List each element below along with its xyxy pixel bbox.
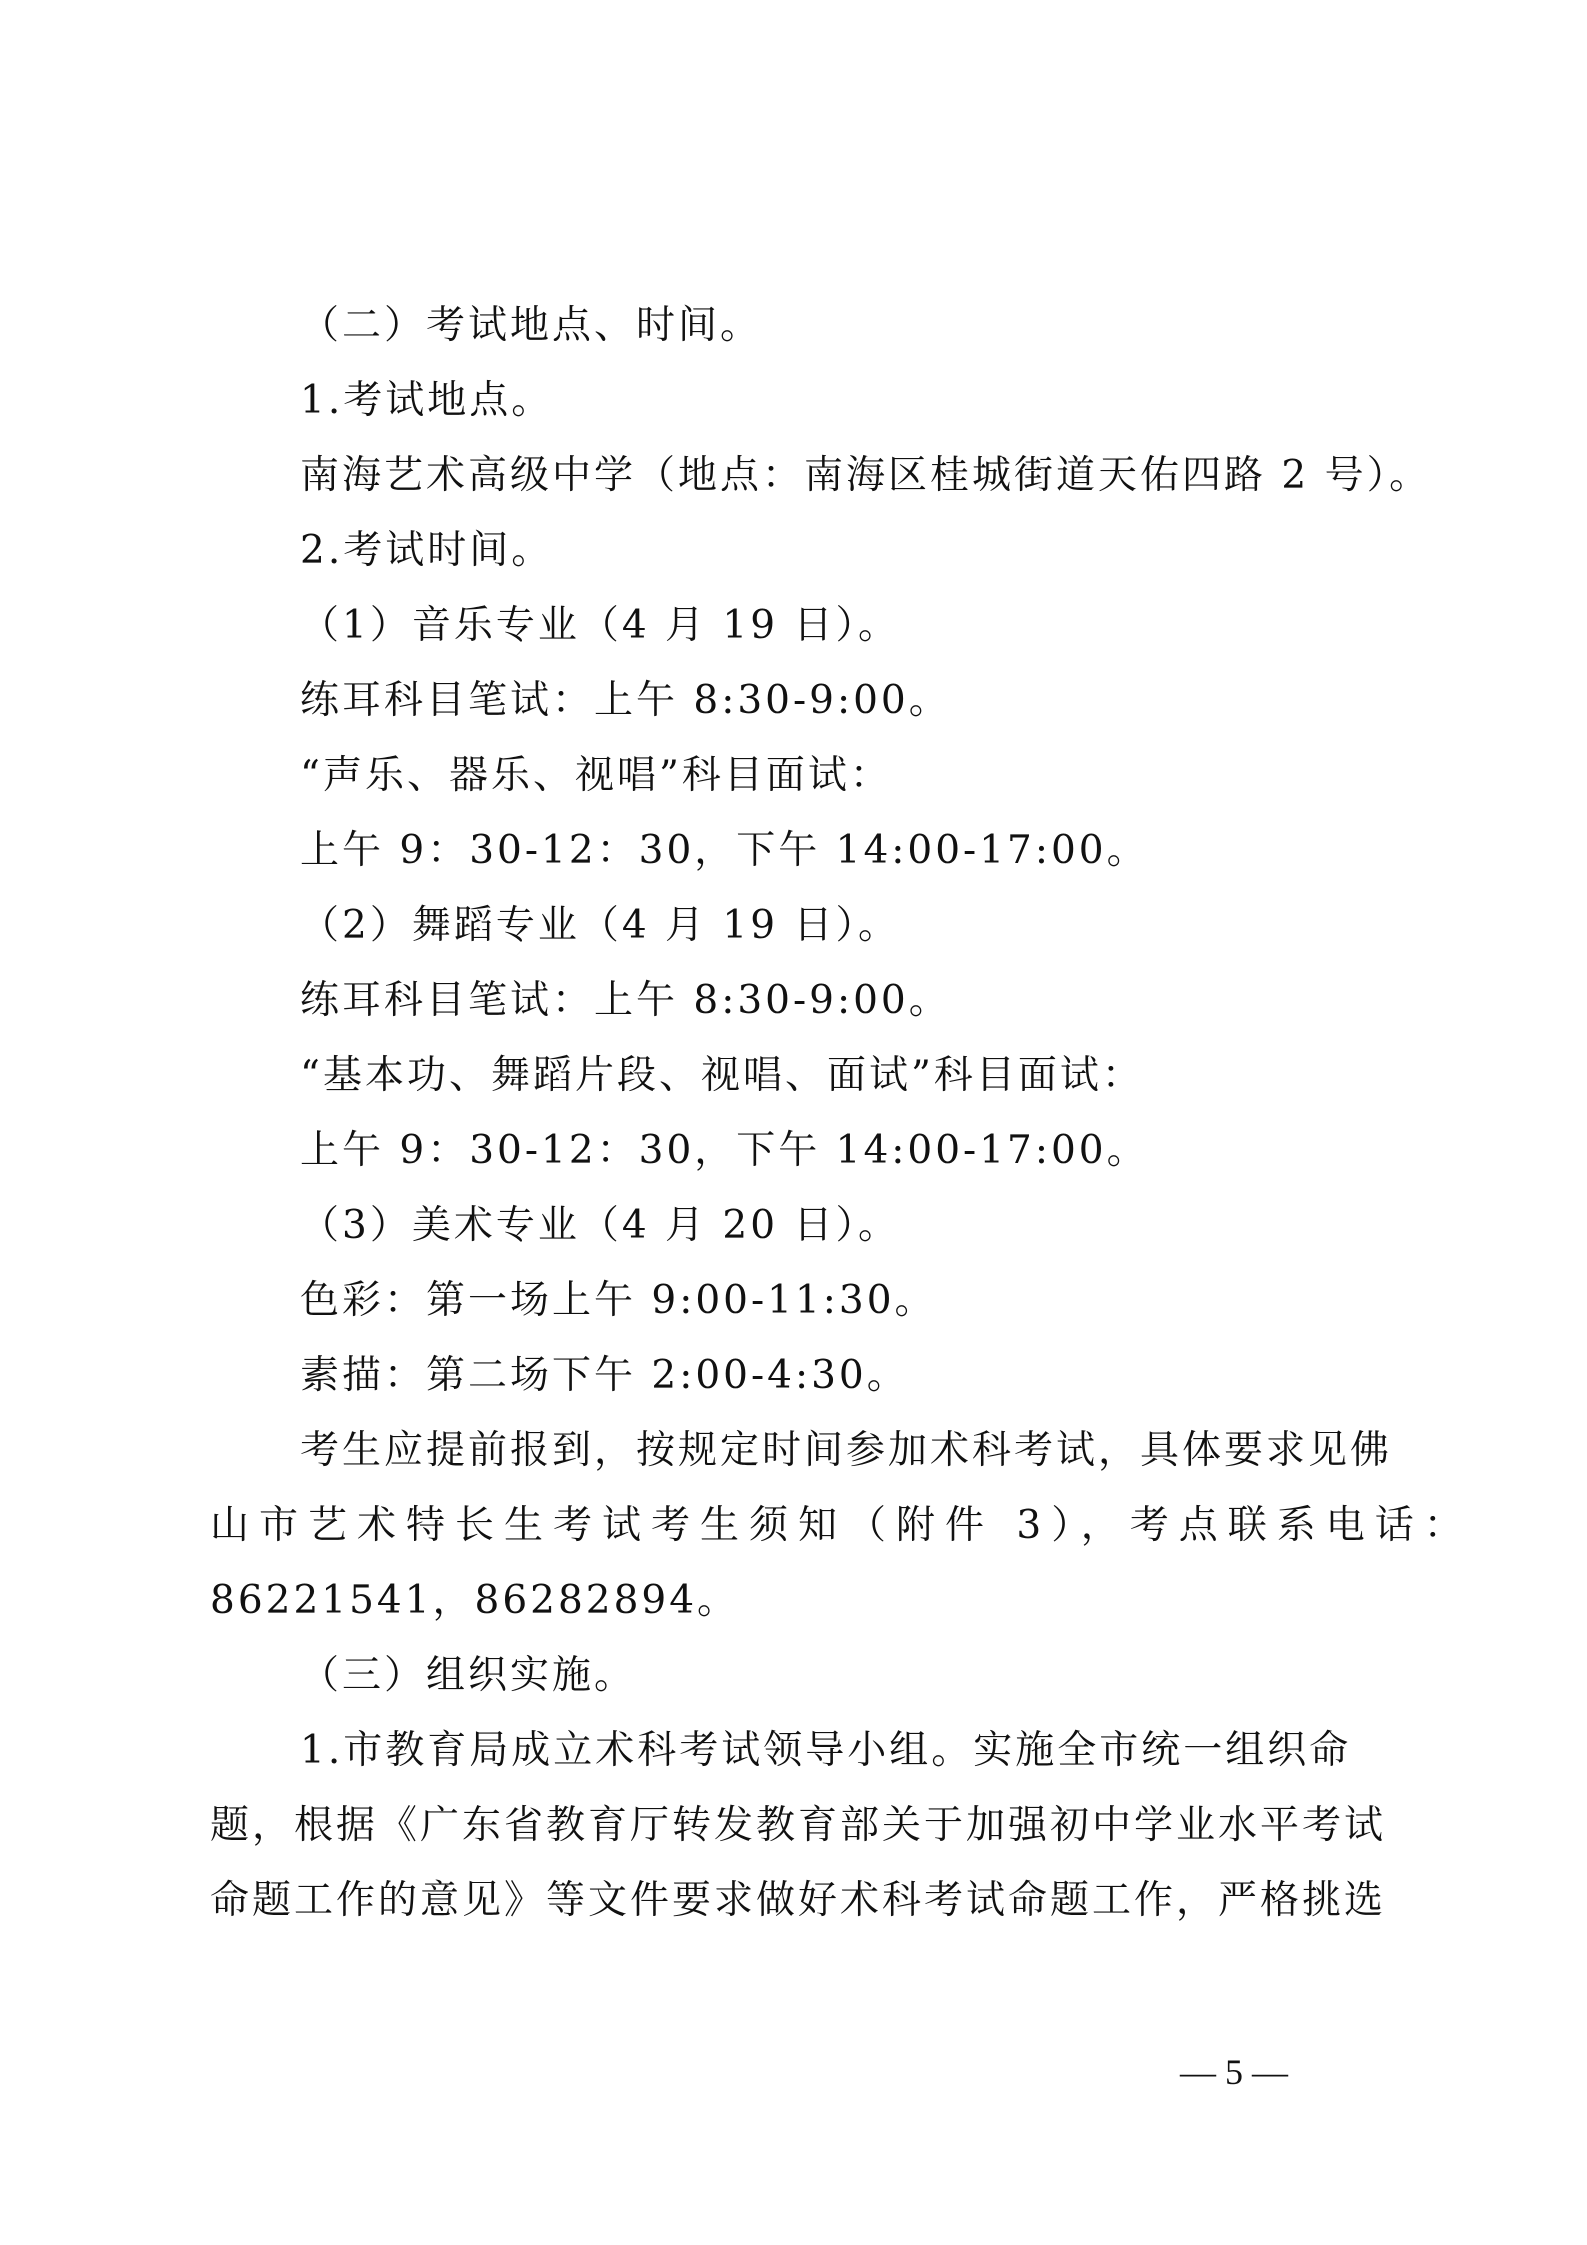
organization-paragraph-line-1: 1.市教育局成立术科考试领导小组。实施全市统一组织命 bbox=[300, 1728, 1352, 1773]
music-interview-subjects: “声乐、器乐、视唱”科目面试： bbox=[300, 753, 892, 798]
art-color-exam-time: 色彩：第一场上午 9:00-11:30。 bbox=[300, 1278, 937, 1323]
subheading-exam-time: 2.考试时间。 bbox=[300, 528, 554, 573]
music-written-exam-time: 练耳科目笔试：上午 8:30-9:00。 bbox=[300, 678, 951, 723]
dance-interview-time: 上午 9：30-12：30，下午 14:00-17:00。 bbox=[300, 1128, 1149, 1173]
subheading-exam-location: 1.考试地点。 bbox=[300, 378, 554, 423]
music-major-date: （1）音乐专业（4 月 19 日）。 bbox=[300, 603, 900, 648]
page-number: — 5 — bbox=[1180, 2052, 1288, 2092]
exam-location-text: 南海艺术高级中学（地点：南海区桂城街道天佑四路 2 号）。 bbox=[300, 453, 1432, 498]
registration-notice-line-2: 山市艺术特长生考试考生须知（附件 3），考点联系电话： bbox=[210, 1503, 1473, 1548]
music-interview-time: 上午 9：30-12：30，下午 14:00-17:00。 bbox=[300, 828, 1149, 873]
dance-major-date: （2）舞蹈专业（4 月 19 日）。 bbox=[300, 903, 900, 948]
contact-phone-numbers: 86221541，86282894。 bbox=[210, 1578, 740, 1623]
dance-written-exam-time: 练耳科目笔试：上午 8:30-9:00。 bbox=[300, 978, 951, 1023]
organization-paragraph-line-3: 命题工作的意见》等文件要求做好术科考试命题工作，严格挑选 bbox=[210, 1878, 1387, 1923]
section-heading-exam-location-time: （二）考试地点、时间。 bbox=[300, 303, 763, 348]
organization-paragraph-line-2: 题，根据《广东省教育厅转发教育部关于加强初中学业水平考试 bbox=[210, 1803, 1387, 1848]
dance-interview-subjects: “基本功、舞蹈片段、视唱、面试”科目面试： bbox=[300, 1053, 1144, 1098]
registration-notice-line-1: 考生应提前报到，按规定时间参加术科考试，具体要求见佛 bbox=[300, 1428, 1393, 1473]
art-major-date: （3）美术专业（4 月 20 日）。 bbox=[300, 1203, 900, 1248]
art-sketch-exam-time: 素描：第二场下午 2:00-4:30。 bbox=[300, 1353, 909, 1398]
section-heading-organization: （三）组织实施。 bbox=[300, 1653, 637, 1698]
